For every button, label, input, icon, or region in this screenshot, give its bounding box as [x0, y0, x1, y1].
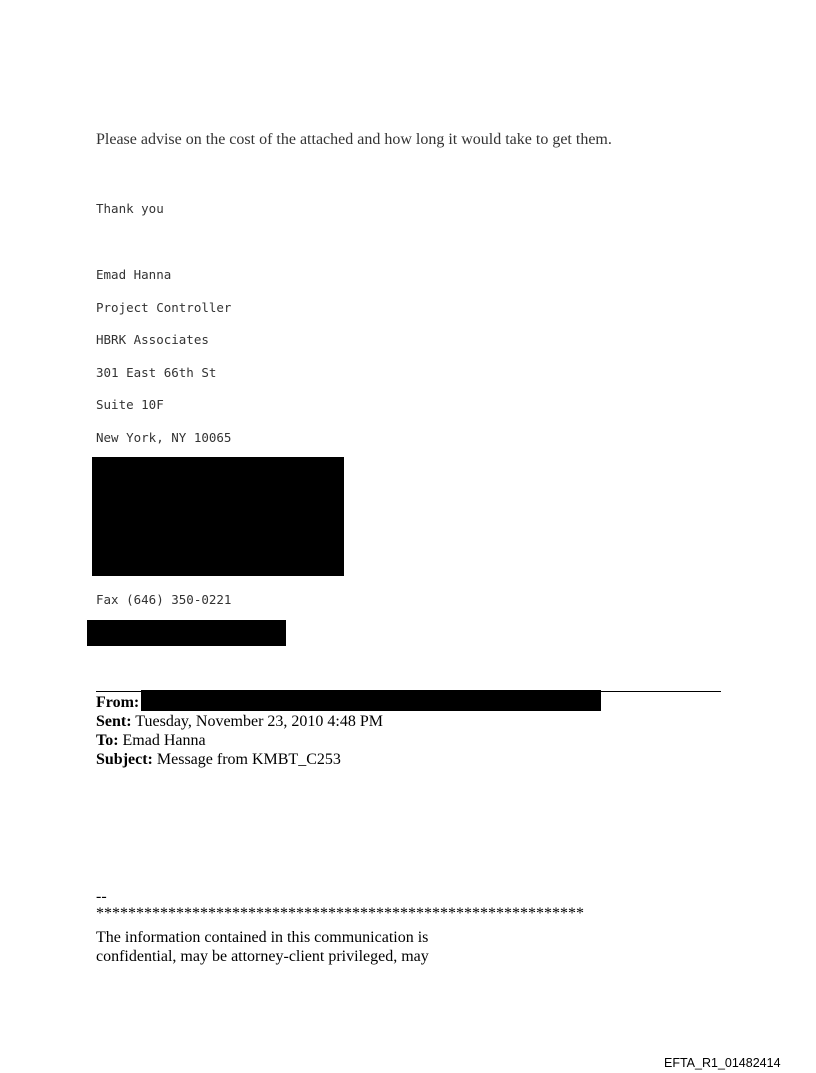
signature-company: HBRK Associates: [96, 332, 209, 347]
signature-address2: Suite 10F: [96, 397, 164, 412]
subject-value: Message from KMBT_C253: [156, 751, 341, 768]
subject-label: Subject:: [96, 751, 153, 768]
signature-separator: --: [96, 888, 107, 905]
signature-address1: 301 East 66th St: [96, 365, 217, 380]
sent-value: Tuesday, November 23, 2010 4:48 PM: [135, 713, 383, 730]
disclaimer-line2: confidential, may be attorney-client privileged, may: [96, 948, 429, 965]
message-intro: Please advise on the cost of the attached and how long it would take to get them.: [96, 131, 612, 148]
from-line: [96, 693, 139, 712]
to-label: To:: [96, 732, 119, 749]
signature-city: New York, NY 10065: [96, 430, 232, 445]
sent-line: [96, 712, 383, 731]
signature-fax: Fax (646) 350-0221: [96, 592, 232, 607]
signature-name: Emad Hanna: [96, 267, 172, 282]
to-line: [96, 731, 206, 750]
to-value: Emad Hanna: [122, 732, 206, 749]
signature-title: Project Controller: [96, 300, 232, 315]
disclaimer-line1: The information contained in this communication is: [96, 929, 429, 946]
disclaimer-stars: *************************************************************: [96, 905, 584, 922]
redaction-block: [87, 620, 286, 646]
document-id: EFTA_R1_01482414: [664, 1056, 781, 1070]
from-label: From:: [96, 694, 140, 711]
thanks-line: Thank you: [96, 201, 164, 216]
redaction-block: [92, 457, 344, 576]
redaction-block: [141, 690, 601, 711]
sent-label: Sent:: [96, 713, 132, 730]
subject-line: [96, 750, 341, 769]
